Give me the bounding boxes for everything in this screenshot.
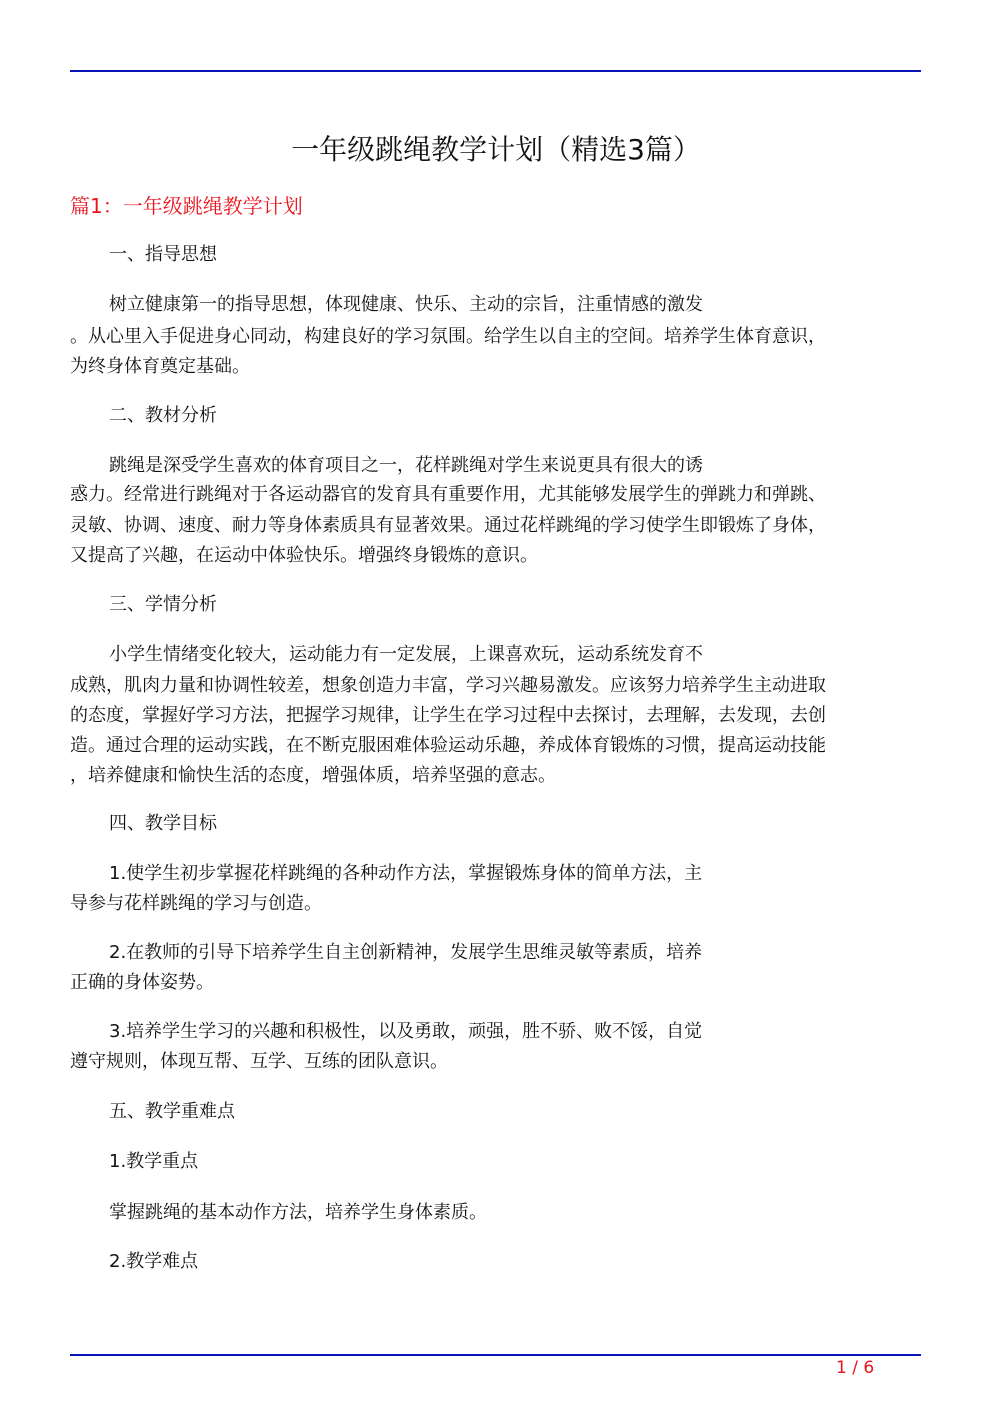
document-title: 一年级跳绳教学计划（精选3篇） [291, 133, 701, 166]
text-line: 又提高了兴趣，在运动中体验快乐。增强终身锻炼的意识。 [70, 545, 538, 566]
text-line: 三、学情分析 [109, 594, 217, 615]
header-rule [70, 70, 921, 72]
text-line: 1.教学重点 [109, 1151, 199, 1172]
section-heading: 篇1：一年级跳绳教学计划 [70, 194, 303, 218]
text-line: ，培养健康和愉快生活的态度，增强体质，培养坚强的意志。 [70, 765, 556, 786]
text-line: 3.培养学生学习的兴趣和积极性，以及勇敢，顽强，胜不骄、败不馁，自觉 [109, 1021, 703, 1042]
text-line: 造。通过合理的运动实践，在不断克服困难体验运动乐趣，养成体育锻炼的习惯，提高运动技能 [70, 735, 826, 756]
text-line: 二、教材分析 [109, 405, 217, 426]
text-line: 1.使学生初步掌握花样跳绳的各种动作方法，掌握锻炼身体的简单方法，主 [109, 863, 703, 884]
text-line: 小学生情绪变化较大，运动能力有一定发展，上课喜欢玩，运动系统发育不 [109, 644, 703, 665]
page-number: 1 / 6 [836, 1358, 875, 1378]
text-line: 一、指导思想 [109, 244, 217, 265]
text-line: 的态度，掌握好学习方法，把握学习规律，让学生在学习过程中去探讨，去理解，去发现，去创 [70, 705, 826, 726]
text-line: 为终身体育奠定基础。 [70, 356, 250, 377]
text-line: 正确的身体姿势。 [70, 972, 214, 993]
text-line: 树立健康第一的指导思想，体现健康、快乐、主动的宗旨，注重情感的激发 [109, 294, 703, 315]
text-line: 四、教学目标 [109, 813, 217, 834]
text-line: 2.教学难点 [109, 1251, 199, 1272]
text-line: 灵敏、协调、速度、耐力等身体素质具有显著效果。通过花样跳绳的学习使学生即锻炼了身体， [70, 515, 826, 536]
text-line: 2.在教师的引导下培养学生自主创新精神，发展学生思维灵敏等素质，培养 [109, 942, 703, 963]
text-line: 掌握跳绳的基本动作方法，培养学生身体素质。 [109, 1202, 487, 1223]
text-line: 成熟，肌肉力量和协调性较差，想象创造力丰富，学习兴趣易激发。应该努力培养学生主动进取 [70, 675, 826, 696]
text-line: 跳绳是深受学生喜欢的体育项目之一，花样跳绳对学生来说更具有很大的诱 [109, 455, 703, 476]
text-line: 。从心里入手促进身心同动，构建良好的学习氛围。给学生以自主的空间。培养学生体育意识， [70, 326, 826, 347]
text-line: 惑力。经常进行跳绳对于各运动器官的发育具有重要作用，尤其能够发展学生的弹跳力和弹跳、 [70, 484, 826, 505]
text-line: 导参与花样跳绳的学习与创造。 [70, 893, 322, 914]
text-line: 五、教学重难点 [109, 1101, 235, 1122]
text-line: 遵守规则，体现互帮、互学、互练的团队意识。 [70, 1051, 448, 1072]
footer-rule [70, 1354, 921, 1356]
